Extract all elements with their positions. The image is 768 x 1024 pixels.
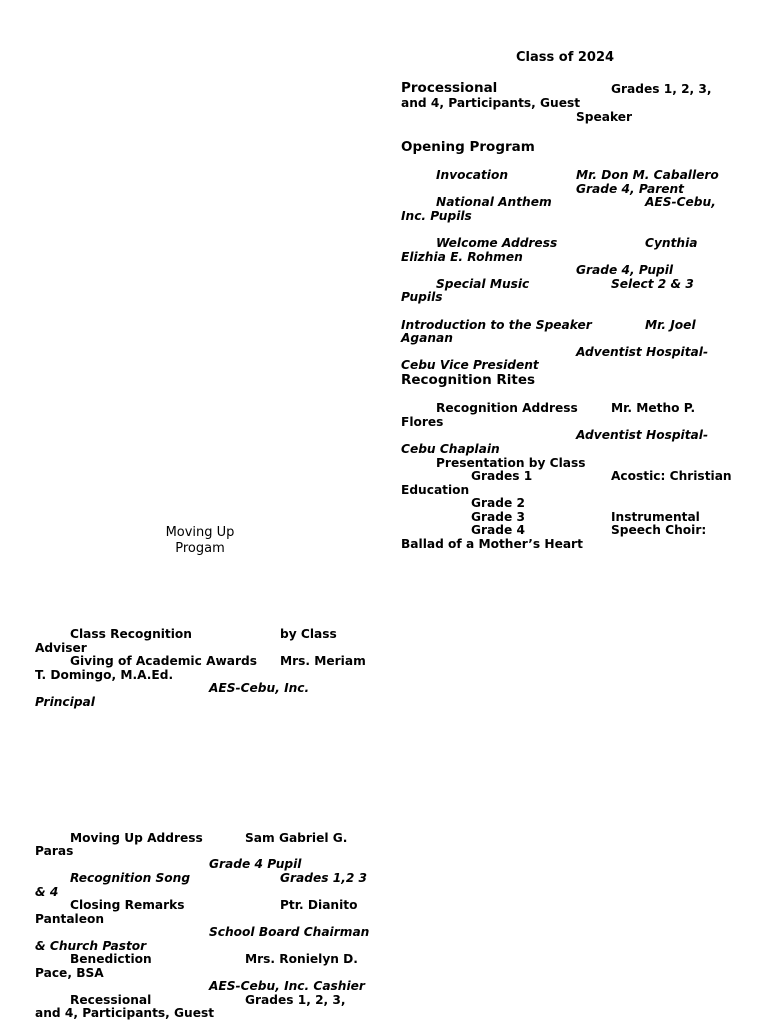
- welcome-name-a: Cynthia: [645, 236, 698, 250]
- processional-heading: Processional: [401, 80, 498, 96]
- closing-role-b: & Church Pastor: [35, 939, 147, 953]
- recognition-address-name-a: Mr. Metho P.: [611, 401, 696, 415]
- moving-up-name-a: Sam Gabriel G.: [245, 831, 348, 845]
- benediction-name-a: Mrs. Ronielyn D.: [245, 952, 358, 966]
- class-recognition-label: Class Recognition: [70, 627, 192, 641]
- invocation-role: Grade 4, Parent: [576, 182, 684, 196]
- closing-role-a: School Board Chairman: [209, 925, 370, 939]
- program-title: [150, 525, 250, 556]
- closing-remarks-label: Closing Remarks: [70, 898, 185, 912]
- invocation-name: Mr. Don M. Caballero: [576, 168, 719, 182]
- closing-name-b: Pantaleon: [35, 912, 105, 926]
- moving-up-name-b: Paras: [35, 844, 74, 858]
- welcome-name-b: Elizhia E. Rohmen: [401, 250, 523, 264]
- anthem-label: National Anthem: [436, 195, 552, 209]
- academic-awards-by-b: T. Domingo, M.A.Ed.: [35, 668, 174, 682]
- intro-org: Adventist Hospital-: [576, 345, 709, 359]
- special-music-by-a: Select 2 & 3: [611, 277, 694, 291]
- intro-role: Cebu Vice President: [401, 358, 539, 372]
- presentation-label: Presentation by Class: [436, 456, 586, 470]
- grade4-piece: Ballad of a Mother’s Heart: [401, 537, 583, 551]
- processional-grades-b: and 4, Participants, Guest: [401, 96, 581, 110]
- benediction-name-b: Pace, BSA: [35, 966, 104, 980]
- academic-awards-role: Principal: [35, 695, 95, 709]
- program-title-line2: Progam: [175, 540, 225, 556]
- opening-program-heading: Opening Program: [401, 139, 535, 155]
- recessional-by-b: and 4, Participants, Guest: [35, 1006, 215, 1020]
- moving-up-role: Grade 4 Pupil: [209, 857, 302, 871]
- academic-awards-label: Giving of Academic Awards: [70, 654, 257, 668]
- program-title-line1: Moving Up: [165, 525, 235, 540]
- recognition-address-org: Adventist Hospital-: [576, 428, 709, 442]
- welcome-label: Welcome Address: [436, 236, 558, 250]
- anthem-by-b: Inc. Pupils: [401, 209, 472, 223]
- moving-up-label: Moving Up Address: [70, 831, 203, 845]
- recognition-address-label: Recognition Address: [436, 401, 578, 415]
- class-recognition-by-a: by Class: [280, 627, 337, 641]
- grade3-label: Grade 3: [471, 510, 525, 524]
- grade3-item: Instrumental: [611, 510, 700, 524]
- grade1-item-a: Acostic: Christian: [611, 469, 732, 483]
- processional-grades-a: Grades 1, 2, 3,: [611, 82, 712, 96]
- recessional-by-a: Grades 1, 2, 3,: [245, 993, 346, 1007]
- class-of-heading: Class of 2024: [516, 50, 615, 65]
- anthem-by-a: AES-Cebu,: [645, 195, 716, 209]
- recognition-address-name-b: Flores: [401, 415, 444, 429]
- closing-name-a: Ptr. Dianito: [280, 898, 358, 912]
- song-by-a: Grades 1,2 3: [280, 871, 368, 885]
- academic-awards-by-a: Mrs. Meriam: [280, 654, 366, 668]
- academic-awards-org: AES-Cebu, Inc.: [209, 681, 310, 695]
- benediction-role: AES-Cebu, Inc. Cashier: [209, 979, 365, 993]
- intro-name-a: Mr. Joel: [645, 318, 696, 332]
- song-label: Recognition Song: [70, 871, 191, 885]
- intro-label: Introduction to the Speaker: [401, 318, 592, 332]
- grade1-item-b: Education: [401, 483, 470, 497]
- recognition-address-role: Cebu Chaplain: [401, 442, 500, 456]
- grade1-label: Grades 1: [471, 469, 533, 483]
- invocation-label: Invocation: [436, 168, 509, 182]
- class-recognition-by-b: Adviser: [35, 641, 87, 655]
- recognition-rites-heading: Recognition Rites: [401, 372, 536, 388]
- intro-name-b: Aganan: [401, 331, 453, 345]
- processional-grades-c: Speaker: [576, 110, 633, 124]
- song-by-b: & 4: [35, 885, 59, 899]
- special-music-label: Special Music: [436, 277, 530, 291]
- grade4-item: Speech Choir:: [611, 523, 707, 537]
- benediction-label: Benediction: [70, 952, 152, 966]
- grade2-label: Grade 2: [471, 496, 525, 510]
- welcome-role: Grade 4, Pupil: [576, 263, 674, 277]
- special-music-by-b: Pupils: [401, 290, 443, 304]
- grade4-label: Grade 4: [471, 523, 525, 537]
- recessional-label: Recessional: [70, 993, 152, 1007]
